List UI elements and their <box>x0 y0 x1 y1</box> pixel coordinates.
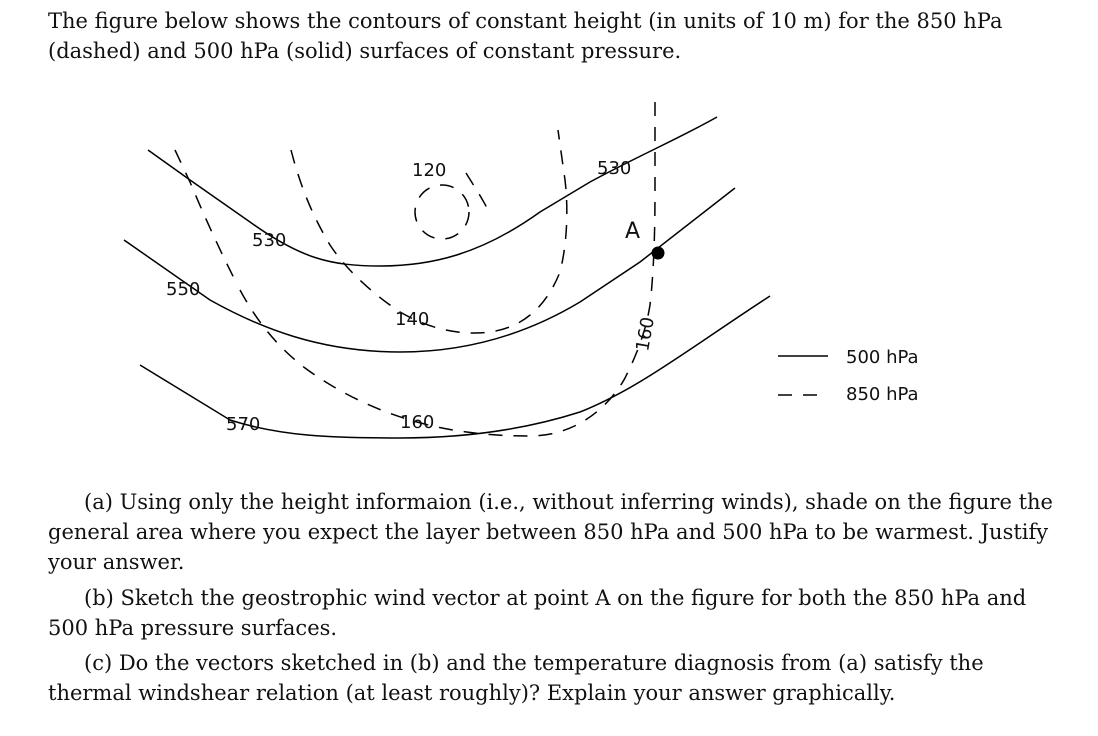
question-part-a: (a) Using only the height informaion (i.e., without inferring winds), shade on the figure the general area where you expect the layer between 850 hPa and 500 hPa to be warmest. Justify your answer. <box>48 490 1053 574</box>
label-850hpa-120: 120 <box>412 160 447 181</box>
label-850hpa-140: 140 <box>395 309 430 330</box>
contour-850hpa-outer-west <box>175 150 238 286</box>
question-part-c: (c) Do the vectors sketched in (b) and the temperature diagnosis from (a) satisfy the thermal windshear relation (at least roughly)? Explain your answer graphically. <box>48 651 984 705</box>
label-500hpa-570: 570 <box>226 414 261 435</box>
label-500hpa-530-west: 530 <box>252 230 287 251</box>
label-850hpa-160-south: 160 <box>400 412 435 433</box>
contour-850hpa-160 <box>240 100 655 436</box>
label-500hpa-530-east: 530 <box>597 158 632 179</box>
legend-solid-label: 500 hPa <box>846 347 919 368</box>
label-point-a: A <box>625 219 641 244</box>
question-part-b: (b) Sketch the geostrophic wind vector at point A on the figure for both the 850 hPa and 500 hPa pressure surfaces. <box>48 586 1027 640</box>
contour-850hpa-120-arc <box>466 173 488 210</box>
label-500hpa-550: 550 <box>166 279 201 300</box>
label-850hpa-160-rotated: 160 <box>632 315 659 353</box>
problem-intro: The figure below shows the contours of constant height (in units of 10 m) for the 850 hPa (dashed) and 500 hPa (solid) surfaces of constant pressure. <box>48 9 1003 63</box>
point-a-marker <box>652 247 665 260</box>
contour-850hpa-120-closed <box>415 185 469 239</box>
legend-dashed-label: 850 hPa <box>846 384 919 405</box>
